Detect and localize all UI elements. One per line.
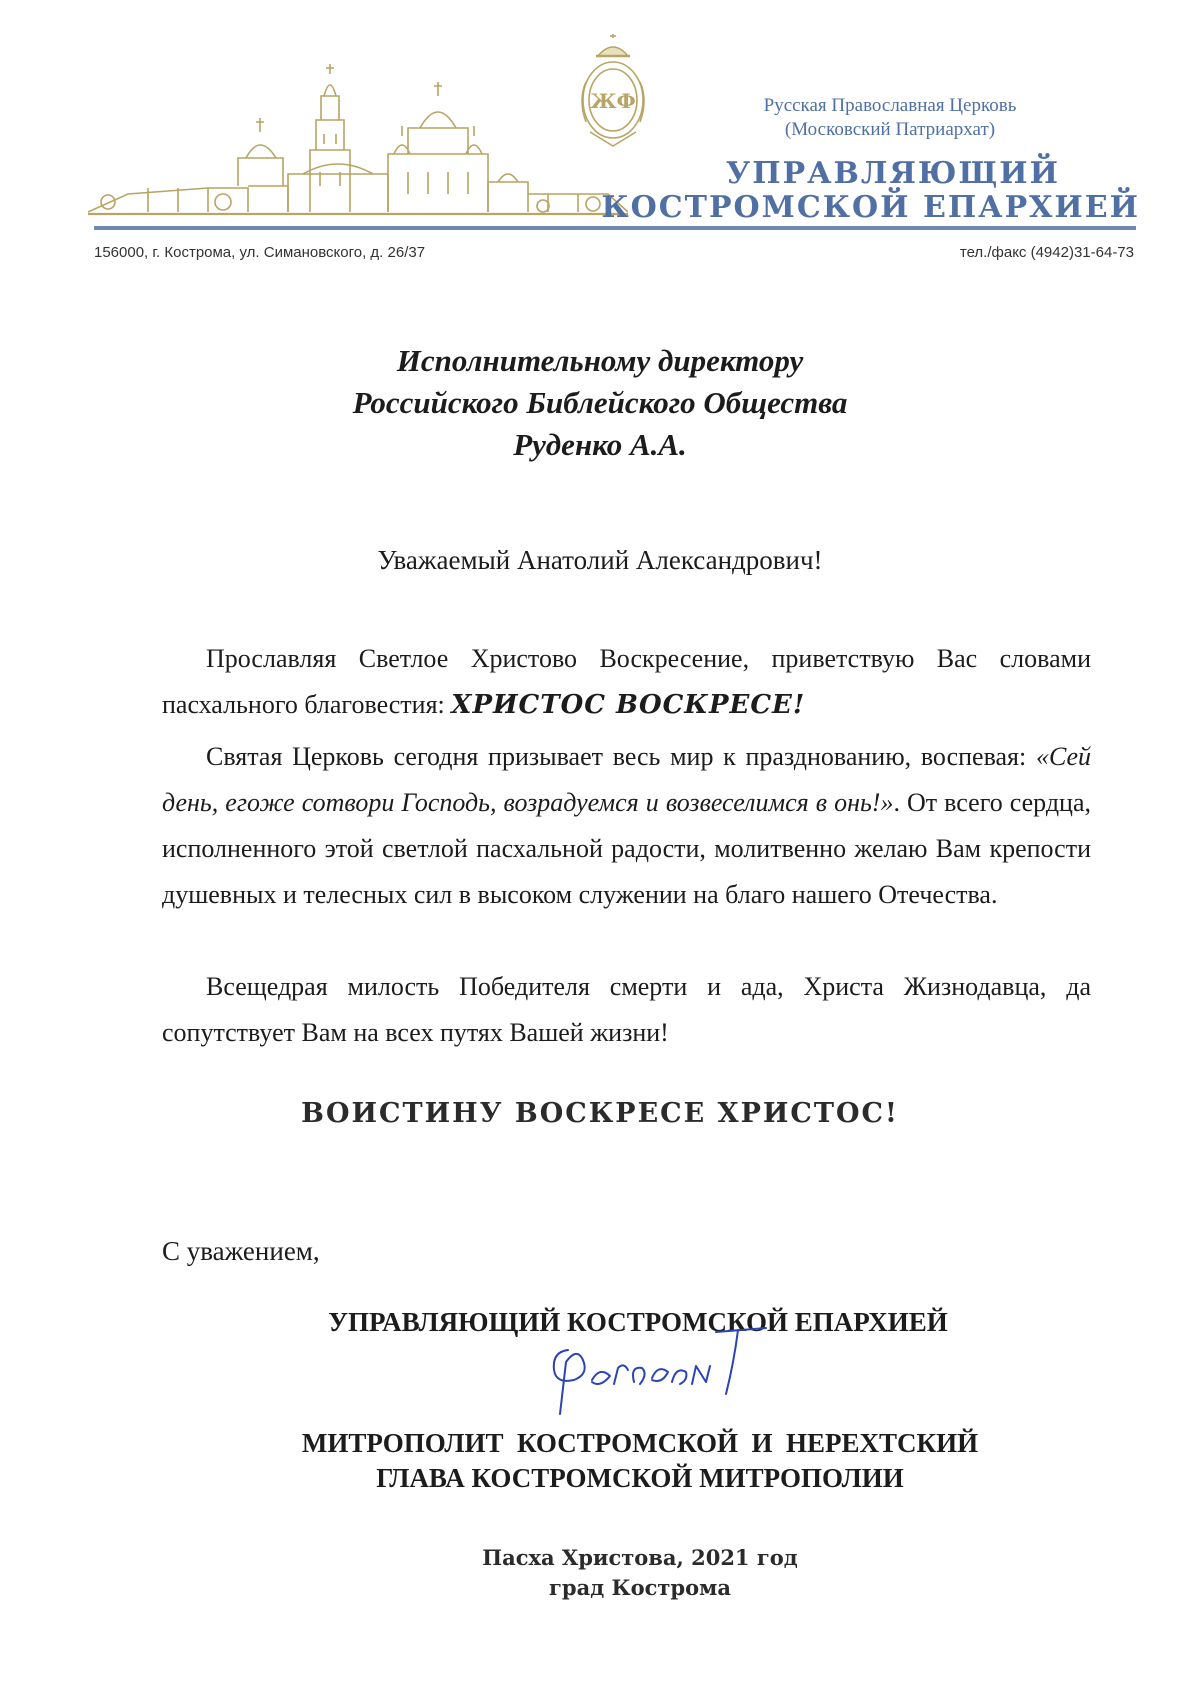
- cathedral-skyline-illustration: [88, 62, 628, 234]
- letterhead-address: 156000, г. Кострома, ул. Симановского, д. 26/37: [94, 244, 426, 261]
- paragraph-1-text: Прославляя Светлое Христово Воскресение, приветствую Вас словами пасхального благовестия:: [162, 644, 1091, 719]
- signer-title-line-1: МИТРОПОЛИТ КОСТРОМСКОЙ И НЕРЕХТСКИЙ: [301, 1428, 979, 1458]
- paragraph-2-start: Святая Церковь сегодня призывает весь мир к празднованию, воспевая:: [206, 742, 1036, 771]
- paschal-response: ВОИСТИНУ ВОСКРЕСЕ ХРИСТОС!: [301, 1098, 899, 1129]
- signer-title-line-2: ГЛАВА КОСТРОМСКОЙ МИТРОПОЛИИ: [376, 1463, 904, 1493]
- addressee-line-2: Российского Библейского Общества: [352, 385, 848, 420]
- place-line: град Кострома: [549, 1575, 731, 1600]
- body-paragraph-3: Всещедрая милость Победителя смерти и ада, Христа Жизнодавца, да сопутствует Вам на всех путях Вашей жизни!: [162, 972, 1091, 1047]
- paragraph-2-quote: «Сей день, егоже сотвори Господь, возрадуемся и возвеселимся в онь!»: [162, 742, 1091, 817]
- church-name-line-2: (Московский Патриархат): [784, 119, 996, 140]
- addressee-line-1: Исполнительному директору: [396, 343, 804, 378]
- date-line: Пасха Христова, 2021 год: [482, 1545, 798, 1570]
- closing-phrase: С уважением,: [162, 1236, 320, 1266]
- body-paragraph-2: [162, 734, 1091, 918]
- letterhead-title-line-2: КОСТРОМСКОЙ ЕПАРХИЕЙ: [601, 190, 1140, 225]
- crest-monogram: ЖФ: [590, 89, 636, 113]
- letterhead-title-line-1: УПРАВЛЯЮЩИЙ: [725, 156, 1060, 191]
- diocese-crest-emblem: [568, 34, 658, 152]
- header-divider: [94, 226, 1136, 230]
- letterhead-phone: тел./факс (4942)31-64-73: [959, 244, 1134, 261]
- paragraph-2-end: . От всего сердца, исполненного этой светлой пасхальной радости, молитвенно желаю Вам крепости душевных и телесных сил в высоком служении на благо нашего Отечества.: [162, 788, 1091, 909]
- salutation: Уважаемый Анатолий Александрович!: [377, 545, 823, 575]
- body-paragraph-1: [162, 636, 1091, 728]
- signer-role: УПРАВЛЯЮЩИЙ КОСТРОМСКОЙ ЕПАРХИЕЙ: [328, 1307, 948, 1337]
- church-name-line-1: Русская Православная Церковь: [763, 95, 1017, 116]
- paschal-greeting-emphasis: ХРИСТОС ВОСКРЕСЕ!: [451, 690, 806, 720]
- addressee-line-3: Руденко А.А.: [513, 427, 687, 462]
- handwritten-signature: [530, 1322, 780, 1432]
